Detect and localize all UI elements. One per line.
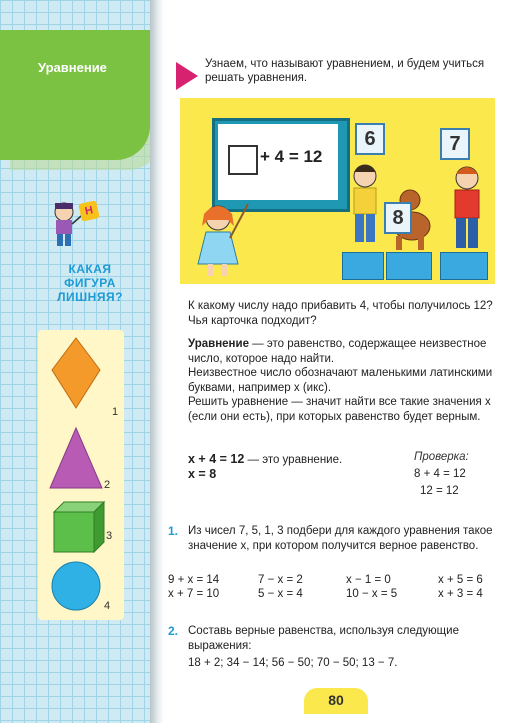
definition-line: Решить уравнение — значит найти все такие значения x (если они есть), при которых равенство будет верным.	[188, 396, 491, 423]
example-equation	[188, 450, 342, 468]
check-line: 12 = 12	[420, 485, 459, 497]
check-line: 8 + 4 = 12	[414, 468, 466, 480]
exercise-number: 2.	[168, 624, 179, 638]
exercise-text: Из чисел 7, 5, 1, 3 подбери для каждого уравнения такое значение x, при котором получится верное равенство.	[188, 525, 493, 552]
figure-number: 4	[104, 600, 111, 612]
section-title: Уравнение	[38, 60, 107, 75]
girl-figure	[190, 200, 250, 280]
definition-term: Уравнение	[188, 338, 249, 350]
odd-title-line: ФИГУРА	[64, 276, 116, 290]
expressions-list: 18 + 2; 34 − 14; 56 − 50; 70 − 50; 13 − 7.	[188, 657, 398, 669]
pink-marker-icon	[176, 62, 198, 90]
intro-text: Узнаем, что называют уравнением, и будем учиться решать уравнения.	[205, 58, 485, 84]
example-note: — это уравнение.	[244, 454, 343, 466]
pedestal	[440, 252, 488, 280]
example-answer: x = 8	[188, 467, 217, 481]
equation: x + 5 = 6	[438, 574, 483, 586]
exercise-number: 1.	[168, 524, 179, 538]
equation-row	[168, 588, 498, 600]
odd-one-out-title	[40, 262, 140, 304]
pedestal	[386, 252, 432, 280]
diamond-figure	[52, 338, 100, 408]
equation: 5 − x = 4	[258, 588, 303, 600]
figure-number: 3	[106, 530, 113, 542]
question-text: К какому числу надо прибавить 4, чтобы получилось 12? Чья карточка подходит?	[188, 300, 493, 327]
board-equation: + 4 = 12	[260, 147, 323, 166]
equation: 7 − x = 2	[258, 574, 303, 586]
equation: x + 3 = 4	[438, 588, 483, 600]
equation-grid	[168, 574, 498, 600]
equation: x + 7 = 10	[168, 588, 220, 600]
number-card: 6	[355, 123, 385, 155]
equation: 9 + x = 14	[168, 574, 220, 586]
pedestal	[342, 252, 384, 280]
check-label: Проверка:	[414, 451, 469, 463]
odd-title-line: КАКАЯ	[68, 262, 112, 276]
equation: x − 1 = 0	[346, 574, 391, 586]
definition-line: Неизвестное число обозначают маленькими латинскими буквами, например x (икс).	[188, 367, 493, 394]
definition-block	[188, 337, 494, 424]
figures-svg	[38, 330, 124, 620]
exercise-text: Составь верные равенства, используя следующие выражения:	[188, 625, 459, 652]
triangle-figure	[50, 428, 102, 488]
page-number: 80	[328, 692, 344, 708]
boy-figure	[445, 150, 493, 254]
odd-title-line: ЛИШНЯЯ?	[57, 290, 123, 304]
cube-figure	[54, 502, 104, 552]
empty-box	[228, 145, 258, 175]
section-tab	[0, 30, 150, 160]
definition-rest: — это равенство, содержащее неизвестное число, которое надо найти.	[188, 338, 487, 365]
figure-number: 2	[104, 479, 111, 491]
letter-badge: Н	[78, 200, 99, 221]
circle-figure	[52, 562, 100, 610]
equation: 10 − x = 5	[346, 588, 398, 600]
example-eq: x + 4 = 12	[188, 452, 245, 466]
equation-row	[168, 574, 498, 586]
number-card: 7	[440, 128, 470, 160]
page-spine	[150, 0, 164, 723]
figure-number: 1	[112, 406, 119, 418]
number-card: 8	[384, 202, 412, 234]
